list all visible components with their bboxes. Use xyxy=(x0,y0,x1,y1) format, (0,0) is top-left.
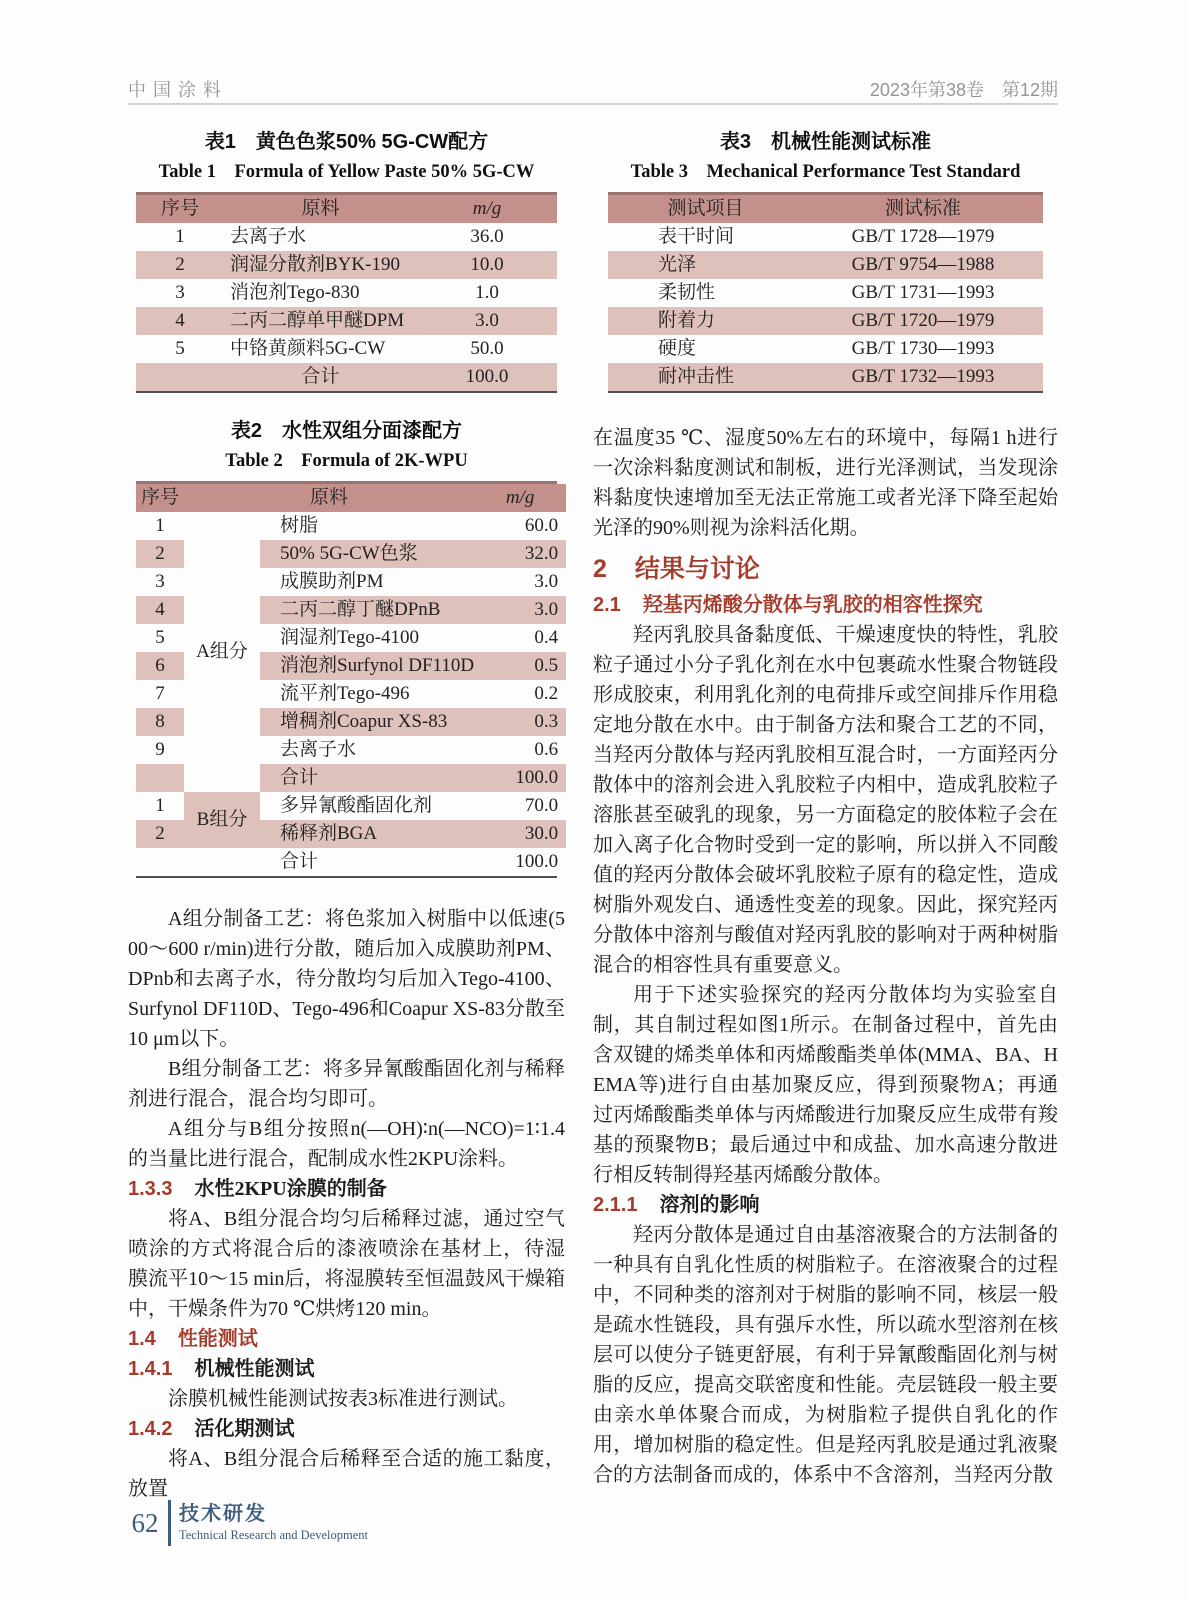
spacer xyxy=(128,878,565,904)
table-cell-test-item: 耐冲击性 xyxy=(608,363,803,391)
table-cell-no: 3 xyxy=(155,571,165,592)
footer-section xyxy=(179,1502,368,1544)
heading-title: 活化期测试 xyxy=(194,1418,295,1440)
table-cell-value: 1.0 xyxy=(475,282,499,303)
footer-section-cn: 技术研发 xyxy=(179,1503,267,1525)
table-cell-value: 0.4 xyxy=(534,627,559,648)
heading-number: 2.1 xyxy=(593,594,621,616)
paragraph-mechanical-test: 涂膜机械性能测试按表3标准进行测试。 xyxy=(168,1388,518,1410)
table-cell-value: 3.0 xyxy=(474,596,566,624)
table2-block xyxy=(128,419,565,878)
table-cell-test-item: 柔韧性 xyxy=(658,282,716,303)
table-cell-test-standard: GB/T 1732—1993 xyxy=(803,363,1043,391)
heading-title: 性能测试 xyxy=(177,1328,258,1350)
table-cell-material: 消泡剂Tego-830 xyxy=(230,282,360,303)
paragraph-compatibility-2: 用于下述实验探究的羟丙分散体均为实验室自制，其自制过程如图1所示。在制备过程中，首先由含双键的烯类单体和丙烯酸酯类单体(MMA、BA、HEMA等)进行自由基加聚反应，得到预聚物A；再通过丙烯酸酯类单体与丙烯酸进行加聚反应生成带有羧基的预聚物B；最后通过中和成盐、加水高速分散进行相反转制得羟基丙烯酸分散体。 xyxy=(593,984,1058,1186)
left-column xyxy=(128,130,565,1504)
table-cell-value: 100.0 xyxy=(515,851,559,872)
table-cell-value: 10.0 xyxy=(417,251,557,279)
table1-title-cn: 表1 黄色色浆50% 5G-CW配方 xyxy=(204,131,489,153)
table-cell-material: 去离子水 xyxy=(280,739,357,760)
table-cell-material: 合计 xyxy=(280,851,319,872)
table2-component-b-label: B组分 xyxy=(184,792,260,848)
table-cell-value: 0.3 xyxy=(474,708,566,736)
table-cell-no: 1 xyxy=(175,226,185,247)
table-cell-no: 8 xyxy=(136,708,184,736)
spacer xyxy=(593,393,1058,423)
table-cell-material: 润湿剂Tego-4100 xyxy=(280,627,420,648)
table-cell-material: 合计 xyxy=(224,363,417,391)
table-cell-no: 1 xyxy=(155,795,165,816)
table-cell-no: 6 xyxy=(136,652,184,680)
table-cell-no: 5 xyxy=(155,627,165,648)
table-cell-no: 2 xyxy=(136,820,184,848)
table-cell-material: 润湿分散剂BYK-190 xyxy=(224,251,417,279)
heading-number: 2.1.1 xyxy=(593,1194,638,1216)
table3-title-en: Table 3 Mechanical Performance Test Standard xyxy=(630,162,1021,182)
paragraph-film-preparation: 将A、B组分混合均匀后稀释过滤，通过空气喷涂的方式将混合后的漆液喷涂在基材上，待湿膜流平10～15 min后，将湿膜转至恒温鼓风干燥箱中，干燥条件为70 ℃烘烤120 min。 xyxy=(128,1208,565,1320)
heading-number: 1.4 xyxy=(128,1328,156,1350)
paragraph-solvent-influence: 羟丙分散体是通过自由基溶液聚合的方法制备的一种具有自乳化性质的树脂粒子。在溶液聚合的过程中，不同种类的溶剂对于树脂的影响不同，核层一般是疏水性链段，具有强斥水性，所以疏水型溶剂在核层可以使分子链更舒展，有利于异氰酸酯固化剂与树脂的反应，提高交联密度和性能。壳层链段一般主要由亲水单体聚合而成，为树脂粒子提供自乳化的作用，增加树脂的稳定性。但是羟丙乳胶是通过乳液聚合的方法制备而成的，体系中不含溶剂，当羟丙分散 xyxy=(593,1224,1058,1486)
table-cell-value: 100.0 xyxy=(474,764,566,792)
footer-section-en: Technical Research and Development xyxy=(179,1528,368,1542)
table-cell-test-standard: GB/T 9754—1988 xyxy=(803,251,1043,279)
table-cell-no xyxy=(136,363,224,391)
paragraph-component-b-process: B组分制备工艺：将多异氰酸酯固化剂与稀释剂进行混合，混合均匀即可。 xyxy=(128,1058,565,1110)
table-cell-material: 中铬黄颜料5G-CW xyxy=(230,338,386,359)
table1-header-material: 原料 xyxy=(224,195,417,223)
heading-title: 羟基丙烯酸分散体与乳胶的相容性探究 xyxy=(642,594,983,616)
paragraph-component-a-process: A组分制备工艺：将色浆加入树脂中以低速(500～600 r/min)进行分散，随后加入成膜助剂PM、DPnb和去离子水，待分散均匀后加入Tego-4100、Surfynol DF110D、Tego-496和Coapur XS-83分散至10 μm以下。 xyxy=(128,908,565,1050)
heading-2-results-discussion xyxy=(593,553,1058,585)
table-cell-no: 3 xyxy=(175,282,185,303)
table-cell-test-standard: GB/T 1730—1993 xyxy=(851,338,995,359)
table-cell-no: 5 xyxy=(175,338,185,359)
table-cell-value: 3.0 xyxy=(417,307,557,335)
table-cell-no: 4 xyxy=(136,307,224,335)
table1 xyxy=(136,192,557,393)
paragraph-ab-mixing: A组分与B组分按照n(—OH)∶n(—NCO)=1∶1.4的当量比进行混合，配制成水性2KPU涂料。 xyxy=(128,1118,565,1170)
table-cell-value: 0.6 xyxy=(534,739,559,760)
spacer xyxy=(128,393,565,419)
heading-title: 溶剂的影响 xyxy=(659,1194,760,1216)
table-cell-value: 0.5 xyxy=(474,652,566,680)
table2 xyxy=(136,481,557,878)
heading-number: 1.4.2 xyxy=(128,1418,173,1440)
table3 xyxy=(608,192,1043,393)
page-number: 62 xyxy=(131,1507,159,1538)
table2-header-mass: m/g xyxy=(474,484,566,512)
right-column xyxy=(593,130,1058,1490)
table-cell-value: 60.0 xyxy=(524,515,559,536)
table-cell-material: 合计 xyxy=(260,764,474,792)
table-cell-material: 流平剂Tego-496 xyxy=(280,683,410,704)
heading-1-3-3 xyxy=(128,1174,565,1204)
table-cell-value: 50.0 xyxy=(470,338,504,359)
table1-title-en: Table 1 Formula of Yellow Paste 50% 5G-CW xyxy=(158,162,535,182)
table-cell-no: 7 xyxy=(155,683,165,704)
table3-title-cn: 表3 机械性能测试标准 xyxy=(719,131,932,153)
table-cell-test-standard: GB/T 1720—1979 xyxy=(803,307,1043,335)
table-cell-material: 二丙二醇单甲醚DPM xyxy=(224,307,417,335)
table-cell-value: 0.2 xyxy=(534,683,559,704)
table-cell-value: 32.0 xyxy=(474,540,566,568)
table2-title-en: Table 2 Formula of 2K-WPU xyxy=(225,451,468,471)
heading-number: 1.4.1 xyxy=(128,1358,173,1380)
table-cell-material: 50% 5G-CW色浆 xyxy=(260,540,474,568)
table-cell-test-item: 附着力 xyxy=(608,307,803,335)
heading-number: 2 xyxy=(593,555,607,583)
table-cell-material: 去离子水 xyxy=(230,226,307,247)
table1-header-mass: m/g xyxy=(417,195,557,223)
heading-1-4 xyxy=(128,1324,565,1354)
table-cell-test-item: 硬度 xyxy=(658,338,697,359)
table-cell-no: 1 xyxy=(155,515,165,536)
table-cell-no xyxy=(136,764,184,792)
table-cell-no: 9 xyxy=(155,739,165,760)
table2-title-cn: 表2 水性双组分面漆配方 xyxy=(230,420,463,442)
table-cell-value: 30.0 xyxy=(474,820,566,848)
table-cell-test-standard: GB/T 1728—1979 xyxy=(851,226,995,247)
table1-header-no: 序号 xyxy=(136,195,224,223)
table2-header-no: 序号 xyxy=(136,484,184,512)
paragraph-pot-life-test: 将A、B组分混合后稀释至合适的施工黏度，放置 xyxy=(128,1448,565,1500)
header-rule xyxy=(128,103,1058,105)
table-cell-no: 4 xyxy=(136,596,184,624)
heading-title: 机械性能测试 xyxy=(194,1358,315,1380)
heading-1-4-2 xyxy=(128,1414,565,1444)
paragraph-pot-life-continuation: 在温度35 ℃、湿度50%左右的环境中，每隔1 h进行一次涂料黏度测试和制板，进行光泽测试，当发现涂料黏度快速增加至无法正常施工或者光泽下降至起始光泽的90%则视为涂料活化期。 xyxy=(593,427,1058,539)
table-cell-test-item: 光泽 xyxy=(608,251,803,279)
journal-name: 中国涂料 xyxy=(128,80,228,100)
issue-info: 2023年第38卷 第12期 xyxy=(869,80,1058,100)
table-cell-test-item: 表干时间 xyxy=(658,226,735,247)
heading-1-4-1 xyxy=(128,1354,565,1384)
table2-component-a-label: A组分 xyxy=(196,641,248,662)
table-cell-material: 二丙二醇丁醚DPnB xyxy=(260,596,474,624)
table-cell-value: 70.0 xyxy=(524,795,559,816)
paragraph-compatibility-1: 羟丙乳胶具备黏度低、干燥速度快的特性，乳胶粒子通过小分子乳化剂在水中包裹疏水性聚合物链段形成胶束，利用乳化剂的电荷排斥或空间排斥作用稳定地分散在水中。由于制备方法和聚合工艺的不同，当羟丙分散体与羟丙乳胶相互混合时，一方面羟丙分散体中的溶剂会进入乳胶粒子内相中，造成乳胶粒子溶胀甚至破乳的现象，另一方面稳定的胶体粒子会在加入离子化合物时受到一定的影响，所以拼入不同酸值的羟丙分散体会破坏乳胶粒子原有的稳定性，造成树脂外观发白、通透性变差的现象。因此，探究羟丙分散体中溶剂与酸值对羟丙乳胶的影响对于两种树脂混合的相容性具有重要意义。 xyxy=(593,624,1058,976)
table-cell-material: 增稠剂Coapur XS-83 xyxy=(260,708,474,736)
table-cell-material: 多异氰酸酯固化剂 xyxy=(280,795,433,816)
table-cell-test-standard: GB/T 1731—1993 xyxy=(851,282,995,303)
table-cell-value: 3.0 xyxy=(534,571,559,592)
page-header xyxy=(128,76,1058,102)
table-cell-value: 100.0 xyxy=(417,363,557,391)
table1-block xyxy=(128,130,565,393)
table3-header-standard: 测试标准 xyxy=(803,195,1043,223)
footer-divider xyxy=(168,1500,171,1546)
table-cell-no: 2 xyxy=(136,540,184,568)
table2-header-material: 原料 xyxy=(184,484,474,512)
table-cell-no: 2 xyxy=(136,251,224,279)
table-cell-material: 成膜助剂PM xyxy=(280,571,384,592)
table3-header-item: 测试项目 xyxy=(608,195,803,223)
table-cell-material: 树脂 xyxy=(280,515,319,536)
table-cell-material: 消泡剂Surfynol DF110D xyxy=(260,652,474,680)
table3-block xyxy=(593,130,1058,393)
heading-number: 1.3.3 xyxy=(128,1178,173,1200)
heading-title: 结果与讨论 xyxy=(634,555,760,583)
table-cell-value: 36.0 xyxy=(470,226,504,247)
heading-2-1 xyxy=(593,590,1058,620)
table-cell-no xyxy=(136,848,184,876)
page-footer xyxy=(128,1500,368,1546)
table-cell-material: 稀释剂BGA xyxy=(260,820,474,848)
heading-title: 水性2KPU涂膜的制备 xyxy=(194,1178,387,1200)
heading-2-1-1 xyxy=(593,1190,1058,1220)
